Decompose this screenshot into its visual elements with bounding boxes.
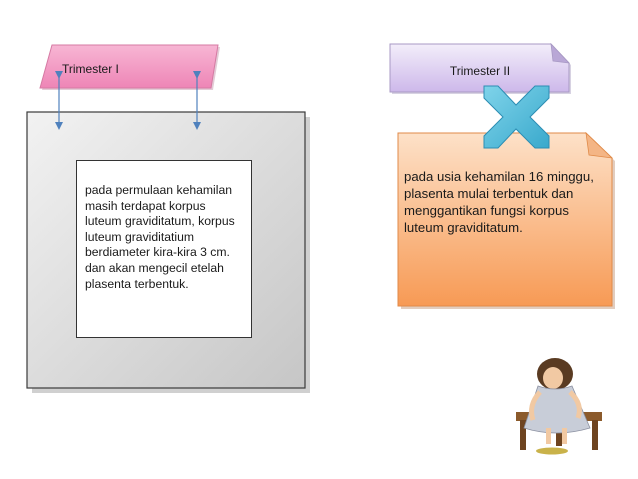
- trimester-1-title: Trimester I: [62, 62, 119, 76]
- trimester-1-description-box: [76, 160, 252, 338]
- trimester-1-description: pada permulaan kehamilan masih terdapat korpus luteum graviditatum, korpus luteum graviditatium berdiameter kira-kira 3 cm. dan akan mengecil etelah plasenta terbentuk.: [85, 183, 235, 291]
- sitting-girl-illustration: [516, 358, 602, 455]
- trimester-2-description: pada usia kehamilan 16 minggu, plasenta mulai terbentuk dan menggantikan fungsi korpus luteum graviditatum.: [404, 169, 594, 235]
- trimester-2-title: Trimester II: [449, 64, 511, 78]
